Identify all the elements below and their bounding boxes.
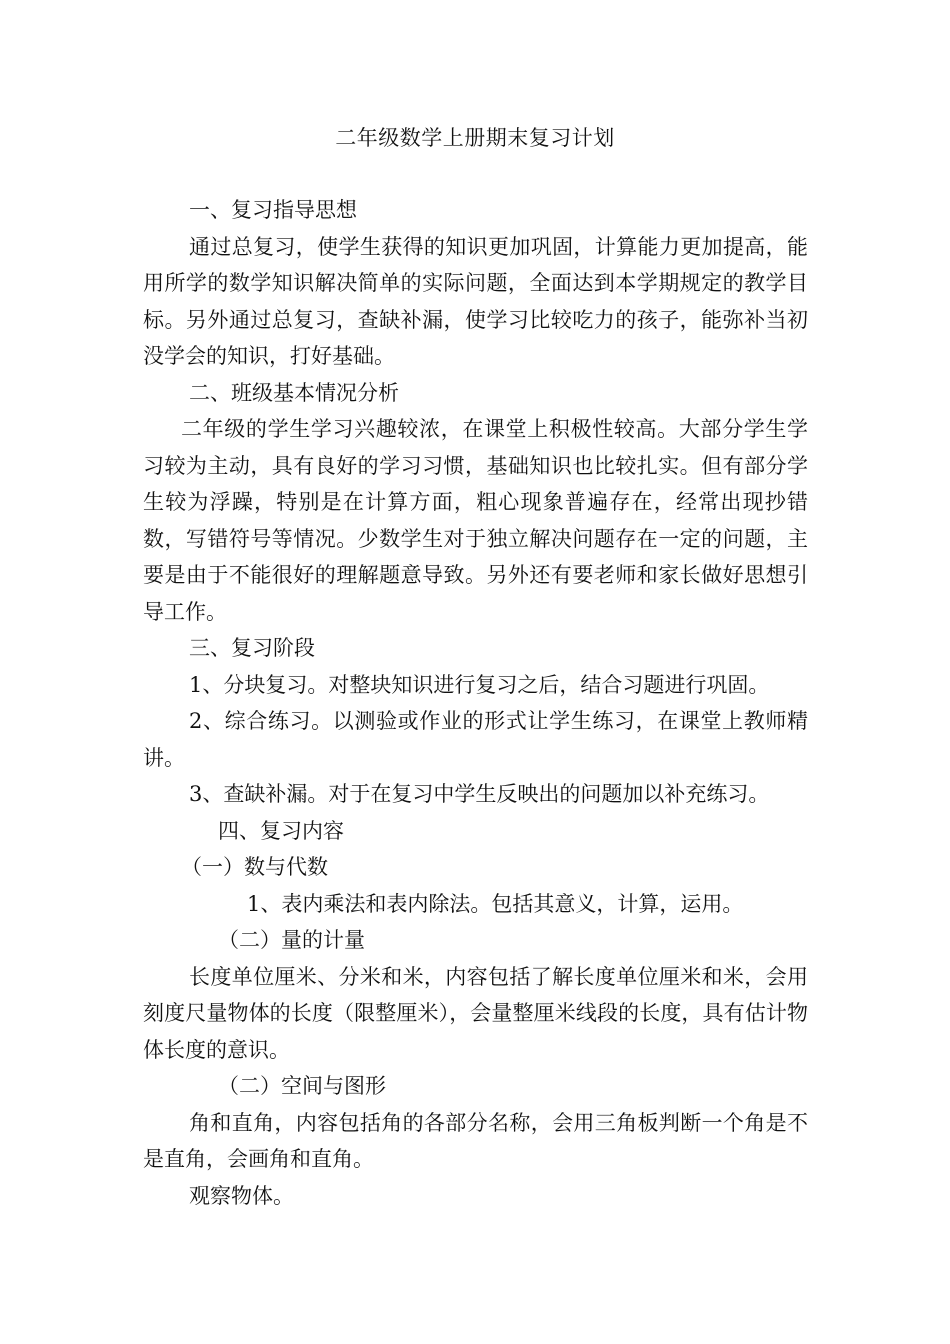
section-heading-review-stages: 三、复习阶段 bbox=[189, 636, 315, 660]
section-heading-review-content: 四、复习内容 bbox=[218, 818, 344, 843]
list-item-stage-1: 1、分块复习。对整块知识进行复习之后，结合习题进行巩固。 bbox=[189, 672, 770, 697]
subheading-measurement: （二）量的计量 bbox=[218, 928, 365, 952]
paragraph-guiding-ideas: 通过总复习，使学生获得的知识更加巩固，计算能力更加提高，能用所学的数学知识解决简单的实际问题，全面达到本学期规定的教学目标。另外通过总复习，查缺补漏，使学习比较吃力的孩子，能弥补当初没学会的知识，打好基础。 bbox=[143, 234, 808, 368]
subheading-space-shapes: （二）空间与图形 bbox=[218, 1074, 386, 1098]
paragraph-length-units: 长度单位厘米、分米和米，内容包括了解长度单位厘米和米，会用刻度尺量物体的长度（限整厘米），会量整厘米线段的长度，具有估计物体长度的意识。 bbox=[143, 964, 808, 1062]
paragraph-angles: 角和直角，内容包括角的各部分名称，会用三角板判断一个角是不是直角，会画角和直角。 bbox=[143, 1110, 808, 1171]
list-item-stage-2: 2、综合练习。以测验或作业的形式让学生练习，在课堂上教师精讲。 bbox=[143, 709, 808, 770]
section-heading-guiding-ideas: 一、复习指导思想 bbox=[189, 198, 357, 222]
document-title: 二年级数学上册期末复习计划 bbox=[335, 126, 615, 150]
document-body bbox=[143, 192, 808, 1214]
subheading-numbers-algebra: （一）数与代数 bbox=[181, 855, 328, 879]
list-item-multiplication-division: 1、表内乘法和表内除法。包括其意义，计算，运用。 bbox=[247, 891, 744, 916]
paragraph-class-analysis: 二年级的学生学习兴趣较浓，在课堂上积极性较高。大部分学生学习较为主动，具有良好的学习习惯，基础知识也比较扎实。但有部分学生较为浮躁，特别是在计算方面，粗心现象普遍存在，经常出现抄错数，写错符号等情况。少数学生对于独立解决问题存在一定的问题，主要是由于不能很好的理解题意导致。另外还有要老师和家长做好思想引导工作。 bbox=[143, 417, 808, 624]
paragraph-observing-objects: 观察物体。 bbox=[189, 1183, 294, 1208]
section-heading-class-analysis: 二、班级基本情况分析 bbox=[189, 380, 399, 405]
list-item-stage-3: 3、查缺补漏。对于在复习中学生反映出的问题加以补充练习。 bbox=[189, 782, 770, 806]
